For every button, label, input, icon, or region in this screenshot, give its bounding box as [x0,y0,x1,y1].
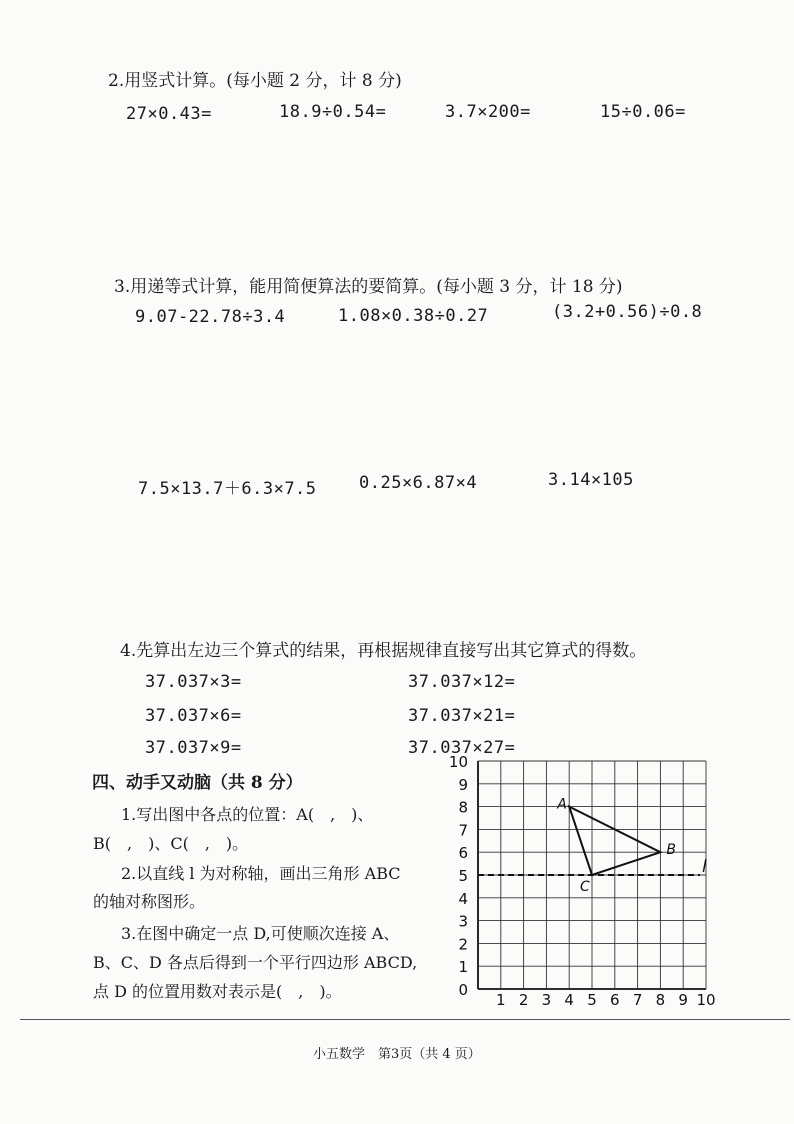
footer-divider [20,1019,790,1020]
x-tick-label: 2 [518,991,529,1009]
point-label-b: B [666,842,677,859]
q2-item-2: 18.9÷0.54= [279,102,387,122]
y-tick-label: 6 [458,844,468,863]
section4-line-3: 2.以直线 l 为对称轴，画出三角形 ABC [121,864,401,883]
symmetry-axis-label: l [702,857,707,877]
q2-item-3: 3.7×200= [445,102,531,122]
x-tick-label: 8 [655,991,666,1009]
q3-row1-item-2: 1.08×0.38÷0.27 [338,306,489,326]
q3-row1-item-1: 9.07-22.78÷3.4 [135,307,286,327]
q3-row2-item-1: 7.5×13.7＋6.3×7.5 [138,479,317,499]
coordinate-grid [440,753,730,1010]
y-tick-label: 0 [458,981,468,999]
x-tick-label: 9 [678,991,688,1009]
section4-title: 四、动手又动脑（共 8 分） [92,773,303,793]
x-tick-label: 6 [610,991,620,1009]
y-tick-label: 5 [458,867,468,885]
y-tick-label: 10 [448,753,468,771]
point-label-c: C [580,879,590,895]
y-tick-label: 7 [458,821,468,840]
section4-line-2: B( , )、C( , )。 [93,834,249,853]
q4-left-3: 37.037×9= [145,738,242,758]
section4-line-1: 1.写出图中各点的位置：A( , )、 [121,805,374,824]
q2-item-1: 27×0.43= [126,104,212,124]
y-tick-label: 8 [458,798,468,817]
page-footer: 小五数学 第3页（共 4 页） [313,1047,481,1062]
q3-row2-item-3: 3.14×105 [548,470,634,490]
q4-right-3: 37.037×27= [408,738,516,758]
q4-right-2: 37.037×21= [408,706,516,726]
q3-title: 3.用递等式计算，能用简便算法的要简算。(每小题 3 分，计 18 分) [114,277,623,297]
q4-right-1: 37.037×12= [408,672,516,692]
y-tick-label: 2 [458,935,468,954]
y-tick-label: 4 [458,889,468,908]
x-tick-label: 3 [541,991,552,1009]
x-tick-label: 10 [696,991,716,1009]
q4-left-2: 37.037×6= [145,706,242,726]
x-tick-label: 5 [587,991,597,1009]
q2-title: 2.用竖式计算。(每小题 2 分，计 8 分) [108,71,402,91]
y-tick-label: 3 [458,912,468,931]
q4-left-1: 37.037×3= [145,672,242,692]
section4-line-4: 的轴对称图形。 [93,892,206,911]
y-tick-label: 9 [458,775,468,794]
section4-line-5: 3.在图中确定一点 D,可使顺次连接 A、 [121,924,400,943]
q3-row1-item-3: (3.2+0.56)÷0.8 [552,302,703,322]
section4-line-7: 点 D 的位置用数对表示是( , )。 [93,982,342,1001]
q2-item-4: 15÷0.06= [600,102,686,122]
point-label-a: A [557,796,567,813]
section4-line-6: B、C、D 各点后得到一个平行四边形 ABCD, [93,953,418,972]
x-tick-label: 7 [632,991,643,1009]
q4-title: 4.先算出左边三个算式的结果，再根据规律直接写出其它算式的得数。 [120,641,647,661]
x-tick-label: 4 [564,991,574,1009]
q3-row2-item-2: 0.25×6.87×4 [359,473,478,493]
x-tick-label: 1 [496,991,506,1009]
y-tick-label: 1 [458,958,468,977]
